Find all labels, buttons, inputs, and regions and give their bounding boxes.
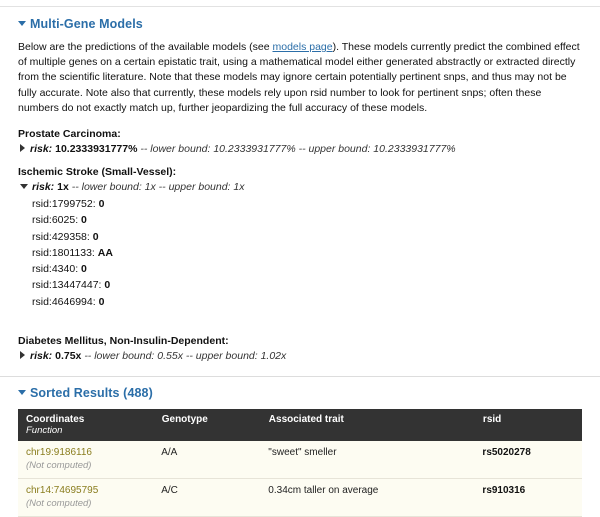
sorted-results-heading[interactable] [18,386,582,400]
chevron-down-icon[interactable] [20,184,28,189]
coordinate-value: chr14:74695795 [26,484,99,496]
list-item [32,245,582,261]
intro-text-part1: Below are the predictions of the available models (see [18,41,273,53]
snp-rsid: rsid:429358: [32,230,90,243]
risk-bounds: -- lower bound: 0.55x -- upper bound: 1.02x [84,349,287,362]
trait-block-diabetes-mellitus [18,335,582,362]
coordinate-value: chr19:9186116 [26,446,92,458]
risk-value: 1x [57,181,69,194]
list-item [32,212,582,228]
trait-name: Ischemic Stroke (Small-Vessel): [18,166,177,179]
snp-value: 0 [92,230,99,243]
multi-gene-models-heading[interactable] [18,17,582,31]
trait-block-prostate-carcinoma [18,128,582,155]
snp-list [32,196,582,310]
list-item [32,277,582,293]
column-header-function-label: Function [26,424,63,436]
column-header-associated-trait[interactable] [260,409,474,441]
snp-rsid: rsid:4340: [32,263,79,276]
chevron-right-icon[interactable] [20,351,25,359]
column-header-rsid-label: rsid [482,413,502,425]
cell-trait: 0.34cm taller on average [260,478,474,516]
table-row[interactable] [18,441,582,479]
cell-coordinates [18,441,153,479]
snp-value: 0 [98,198,105,211]
cell-rsid[interactable]: rs5020278 [474,441,581,479]
list-item [32,261,582,277]
chevron-down-icon[interactable] [18,21,26,26]
snp-rsid: rsid:1801133: [32,246,95,259]
column-header-coordinates[interactable] [18,409,153,441]
risk-label: risk: [30,143,53,156]
snp-value: 0 [81,214,87,227]
snp-rsid: rsid:1799752: [32,198,96,211]
list-item [32,196,582,212]
snp-value: 0 [98,295,105,308]
intro-text-part2: ). These models currently predict the combined effect of multiple genes on a certain epistatic trait, using a mathematical model either generated abstractly or extracted directly from the scientific literature. Note that these models may ignore certain potentially pertinent snps, and thus may not be fully accurate. Note also that currently, these models rely upon rsid number to look for pertinent snps; often these numbers do not exactly match up, further jeopardizing the full accuracy of these models. [18,41,580,114]
snp-rsid: rsid:4646994: [32,295,96,308]
trait-block-ischemic-stroke [18,166,582,310]
trait-name: Diabetes Mellitus, Non-Insulin-Dependent: [18,334,229,347]
table-body [18,441,582,517]
snp-rsid: rsid:6025: [32,214,79,227]
risk-value: 0.75x [55,349,82,362]
risk-bounds: -- lower bound: 1x -- upper bound: 1x [71,181,245,194]
models-page-link[interactable]: models page [272,41,333,53]
column-header-coordinates-label: Coordinates [26,413,85,425]
chevron-down-icon[interactable] [18,390,26,395]
spacer [18,321,582,335]
cell-genotype: A/A [153,441,260,479]
trait-risk-row[interactable] [18,143,582,155]
chevron-right-icon[interactable] [20,144,25,152]
cell-coordinates [18,478,153,516]
column-header-genotype[interactable] [153,409,260,441]
table-header-row [18,409,582,441]
column-header-rsid[interactable] [474,409,581,441]
column-header-trait-label: Associated trait [268,413,344,425]
trait-name: Prostate Carcinoma: [18,128,121,141]
table-row[interactable] [18,478,582,516]
cell-rsid[interactable]: rs910316 [474,478,581,516]
snp-value: 0 [81,263,87,276]
function-value: (Not computed) [26,497,92,509]
snp-value: 0 [104,279,111,292]
sorted-results-title: Sorted Results (488) [30,385,153,400]
snp-rsid: rsid:13447447: [32,279,102,292]
risk-label: risk: [30,349,53,362]
risk-bounds: -- lower bound: 10.2333931777% -- upper bound: 10.2333931777% [140,143,456,156]
risk-value: 10.2333931777% [55,143,138,156]
snp-value: AA [97,246,113,259]
results-table [18,409,582,517]
trait-risk-row[interactable] [18,181,582,193]
table-header [18,409,582,441]
page-top-divider [0,0,600,7]
cell-genotype: A/C [153,478,260,516]
intro-paragraph [18,40,582,116]
multi-gene-models-title: Multi-Gene Models [30,17,143,31]
section-divider [0,376,600,377]
function-value: (Not computed) [26,459,92,471]
column-header-genotype-label: Genotype [161,413,208,425]
trait-risk-row[interactable] [18,350,582,362]
list-item [32,294,582,310]
list-item [32,229,582,245]
cell-trait: "sweet" smeller [260,441,474,479]
risk-label: risk: [32,181,55,194]
